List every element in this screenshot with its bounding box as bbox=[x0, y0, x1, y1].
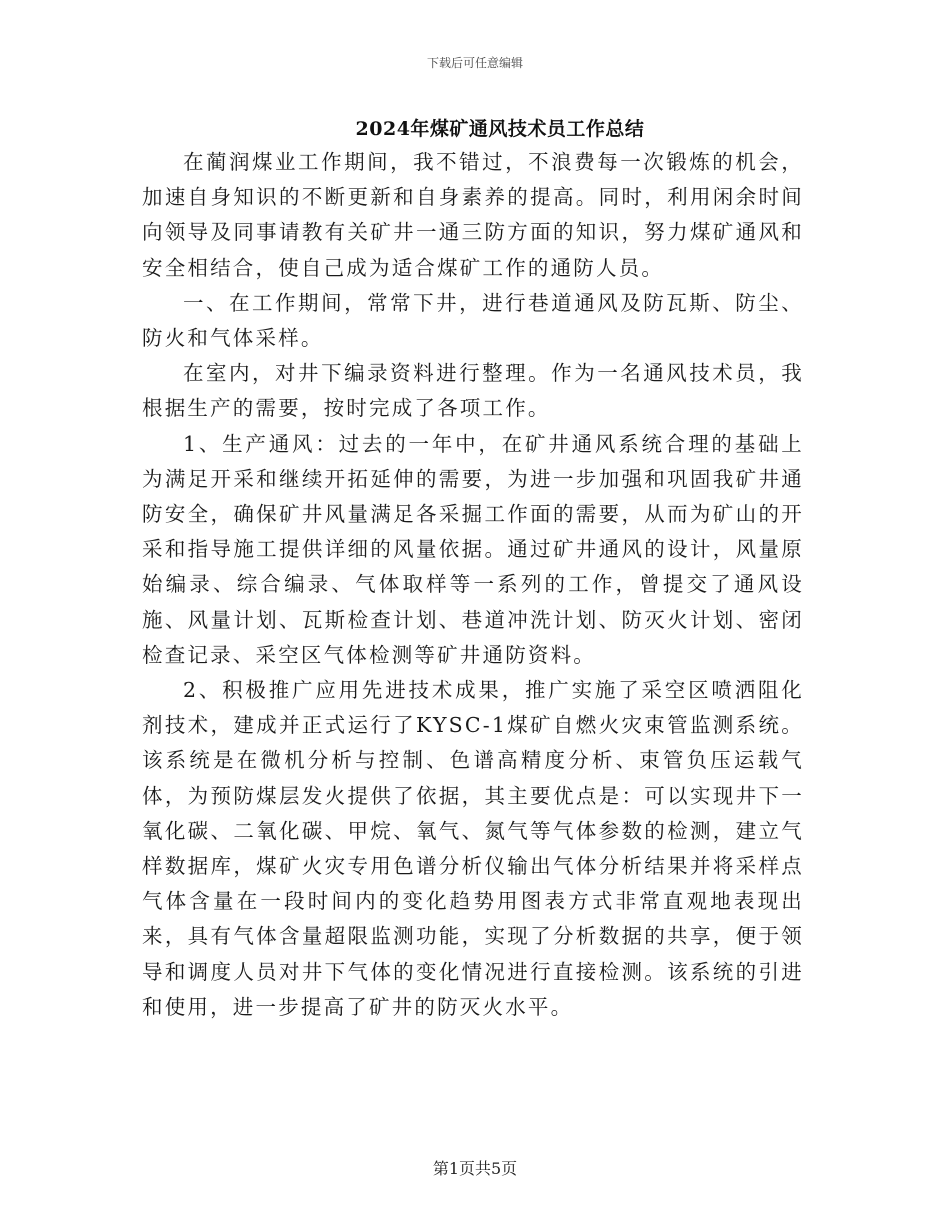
paragraph-technology-promotion: 2、积极推广应用先进技术成果，推广实施了采空区喷洒阻化剂技术，建成并正式运行了KYSC-1煤矿自燃火灾束管监测系统。该系统是在微机分析与控制、色谱高精度分析、束管负压运载气体，为预防煤层发火提供了依据，其主要优点是：可以实现井下一氧化碳、二氧化碳、甲烷、氧气、氮气等气体参数的检测，建立气样数据库，煤矿火灾专用色谱分析仪输出气体分析结果并将采样点气体含量在一段时间内的变化趋势用图表方式非常直观地表现出来，具有气体含量超限监测功能，实现了分析数据的共享，便于领导和调度人员对井下气体的变化情况进行直接检测。该系统的引进和使用，进一步提高了矿井的防灭火水平。 bbox=[142, 678, 804, 1019]
paragraph-indoor-work: 在室内，对井下编录资料进行整理。作为一名通风技术员，我根据生产的需要，按时完成了各项工作。 bbox=[142, 361, 804, 421]
document-title: 2024年煤矿通风技术员工作总结 bbox=[355, 118, 645, 140]
document-body bbox=[142, 145, 804, 1025]
paragraph-section-one: 一、在工作期间，常常下井，进行巷道通风及防瓦斯、防尘、防火和气体采样。 bbox=[142, 290, 804, 351]
paragraph-production-ventilation: 1、生产通风：过去的一年中，在矿井通风系统合理的基础上为满足开采和继续开拓延伸的需要，为进一步加强和巩固我矿井通防安全，确保矿井风量满足各采掘工作面的需要，从而为矿山的开采和指导施工提供详细的风量依据。通过矿井通风的设计，风量原始编录、综合编录、气体取样等一系列的工作，曾提交了通风设施、风量计划、瓦斯检查计划、巷道冲洗计划、防灭火计划、密闭检查记录、采空区气体检测等矿井通防资料。 bbox=[142, 431, 804, 667]
header-note: 下载后可任意编辑 bbox=[426, 56, 523, 70]
paragraph-intro: 在蔺润煤业工作期间，我不错过，不浪费每一次锻炼的机会，加速自身知识的不断更新和自身素养的提高。同时，利用闲余时间向领导及同事请教有关矿井一通三防方面的知识，努力煤矿通风和安全相结合，使自己成为适合煤矿工作的通防人员。 bbox=[142, 150, 804, 280]
page-number-footer: 第1页共5页 bbox=[432, 1159, 518, 1178]
